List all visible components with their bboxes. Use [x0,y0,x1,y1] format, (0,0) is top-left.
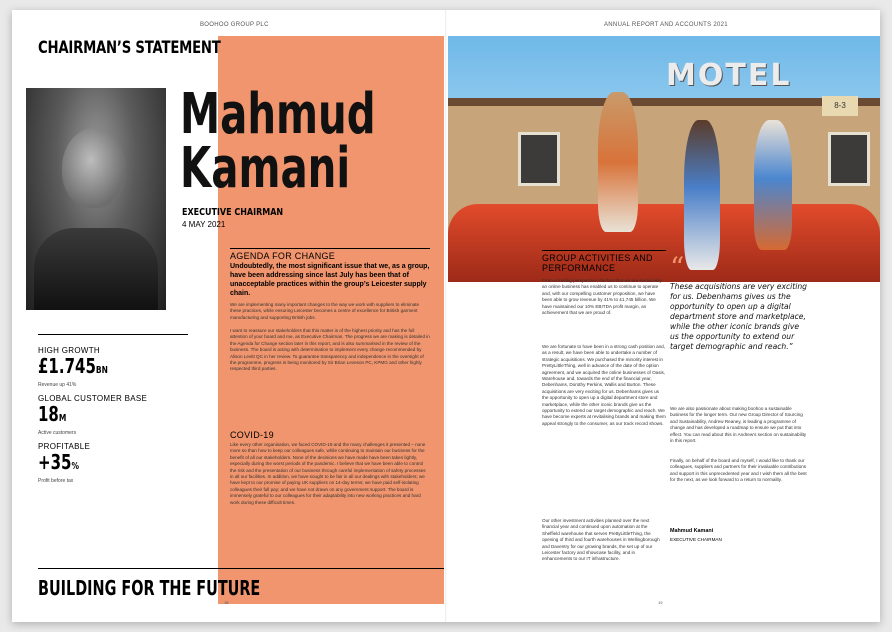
stat-note: Revenue up 41% [38,382,77,388]
stat-value: 18M [38,402,67,426]
fashion-photo [448,36,880,282]
chairman-portrait [26,88,166,310]
motel-window [518,132,560,186]
room-plate: 8-3 [822,96,858,116]
motel-window [828,132,870,186]
group-heading: GROUP ACTIVITIES AND PERFORMANCE [542,253,653,273]
agenda-heading: AGENDA FOR CHANGE [230,251,336,261]
statement-date: 4 MAY 2021 [182,220,226,229]
signoff-role: EXECUTIVE CHAIRMAN [670,537,722,542]
section-kicker: CHAIRMAN’S STATEMENT [38,38,221,58]
stat-label: GLOBAL CUSTOMER BASE [38,394,148,403]
model-figure [684,120,720,270]
agenda-paragraph-1: We are implementing many important changes to the way we work with suppliers to eliminate these practices, while ensuring Leicester becomes a centre of excellence for British garment manufacturing and supporting British jobs. [230,302,420,320]
stat-customers [38,394,188,436]
bottom-rule [38,568,444,569]
running-header-left: BOOHOO GROUP PLC [200,22,269,28]
group-paragraph-1: From a trading perspective, the fact that we are exclusively an online business has enabled us to continue to operate and, with our compelling customer proposition, we have been able to grow revenue by 41% to £1,745 billion. We have maintained our 10% EBITDA profit margin, an achievement that we are proud of. [542,278,662,316]
stat-value: +35% [38,450,79,474]
quote-mark-icon: “ [670,251,685,284]
agenda-paragraph-2: I want to reassure our stakeholders that this matter is of the highest priority and has the full attention of your board and me, as Executive Chairman. The progress we are making is detailed in the Agenda for Change section later in this report, and is also summarised in the review of the business. The board is acting with determination to implement every change recommended by Alison Levitt QC in her review. To guarantee transparency and independence in the oversight of the programme, progress is being monitored by Sir Brian Leveson PC, KPMG and other highly respected third parties. [230,328,430,372]
group-rule [542,250,666,251]
covid-paragraph: Like every other organisation, we faced COVID-19 and the many challenges it presented – none more so than how to keep our colleagues safe, while continuing to maintain our business for the benefit of all our stakeholders. None of the decisions we have made have been taken lightly, especially during the worst periods of the pandemic. I believe that we have been able to control the risk and the presentation of our business through careful implementation of safety processes in all our facilities. In addition, we have sought to be fair in all our dealings with stakeholders; we have kept to our promise of paying UK suppliers on 14-day terms; we have paid self-isolating colleagues their full pay; and we have not drawn on any government support. The board is immensely grateful to our colleagues for their adaptability into new working practices and hard work during these difficult times. [230,442,426,505]
agenda-lead: Undoubtedly, the most significant issue that we, as a group, have been addressing since last July has been that of unacceptable practices within the group’s Leicester supply chain. [230,263,430,297]
group-paragraph-2: We are fortunate to have been in a strong cash position and, as a result, we have been able to undertake a number of strategic acquisitions. We purchased the minority interest in PrettyLittleThing, well in advance of the date of the option agreement, and we acquired the online businesses of Oasis, Warehouse and, towards the end of the financial year, Debenhams, Dorothy Perkins, Wallis and Burton. These acquisitions are very exciting for us. Debenhams gives us the opportunity to open up a digital department store and marketplace, while the other iconic brands give us the opportunity to extend our target demographic and reach. We have become experts at revitalising brands and making them appeal strongly to the consumer, as our track record shows. [542,344,666,426]
sustainability-paragraph: We are also passionate about making boohoo a sustainable business for the longer term. Our new Group Director of Sourcing and Sustainability, Andrew Reaney, is leading a programme of change and has developed a roadmap to ensure we put that into effect. You can read about this in Andrew’s section on sustainability in this report. [670,406,807,444]
chairman-name [180,82,376,201]
pull-quote [670,251,810,352]
stat-label: HIGH GROWTH [38,346,100,355]
closing-paragraph: Finally, on behalf of the board and myself, I would like to thank our colleagues, suppliers and partners for their invaluable contributions and support in this unprecedented year and I wish them all the best for the next, as we look forward to a return to normality. [670,458,807,483]
stat-label: PROFITABLE [38,442,91,451]
quote-text: These acquisitions are very exciting for us. Debenhams gives us the opportunity to open up a digital department store and marketplace, while the other iconic brands give us the opportunity to extend our target demographic and reach.” [670,282,807,351]
key-stats [38,340,188,484]
name-line-1: Mahmud [180,82,376,147]
model-figure [598,92,638,232]
motel-sign: MOTEL [666,58,792,93]
portrait-head [62,128,126,208]
stat-revenue [38,346,188,388]
page-number-right: 19 [658,600,663,605]
chairman-role: EXECUTIVE CHAIRMAN [182,207,284,218]
report-spread [12,10,880,622]
building-heading: BUILDING FOR THE FUTURE [38,576,261,600]
model-figure [754,120,792,250]
page-fold [445,10,447,622]
stats-rule [38,334,188,335]
name-line-2: Kamani [180,136,351,201]
page-number-left: 18 [224,600,229,605]
group-paragraph-3: Our other investment activities planned over the next financial year and continued upon automation at the Sheffield warehouse that serves PrettyLittleThing, the opening of third and fourth warehouses in Wellingborough and Daventry for our growing brands, the set up of our Leicester factory and showcase facility, and in enhancements to our IT infrastructure. [542,518,660,562]
agenda-rule [230,248,430,249]
portrait-body [34,228,158,310]
running-header-right: ANNUAL REPORT AND ACCOUNTS 2021 [604,22,728,28]
covid-heading: COVID-19 [230,430,274,440]
stat-value: £1.745BN [38,354,108,378]
stat-profit [38,442,188,484]
signoff-name: Mahmud Kamani [670,528,714,534]
stat-note: Active customers [38,430,77,436]
stat-note: Profit before tax [38,478,74,484]
